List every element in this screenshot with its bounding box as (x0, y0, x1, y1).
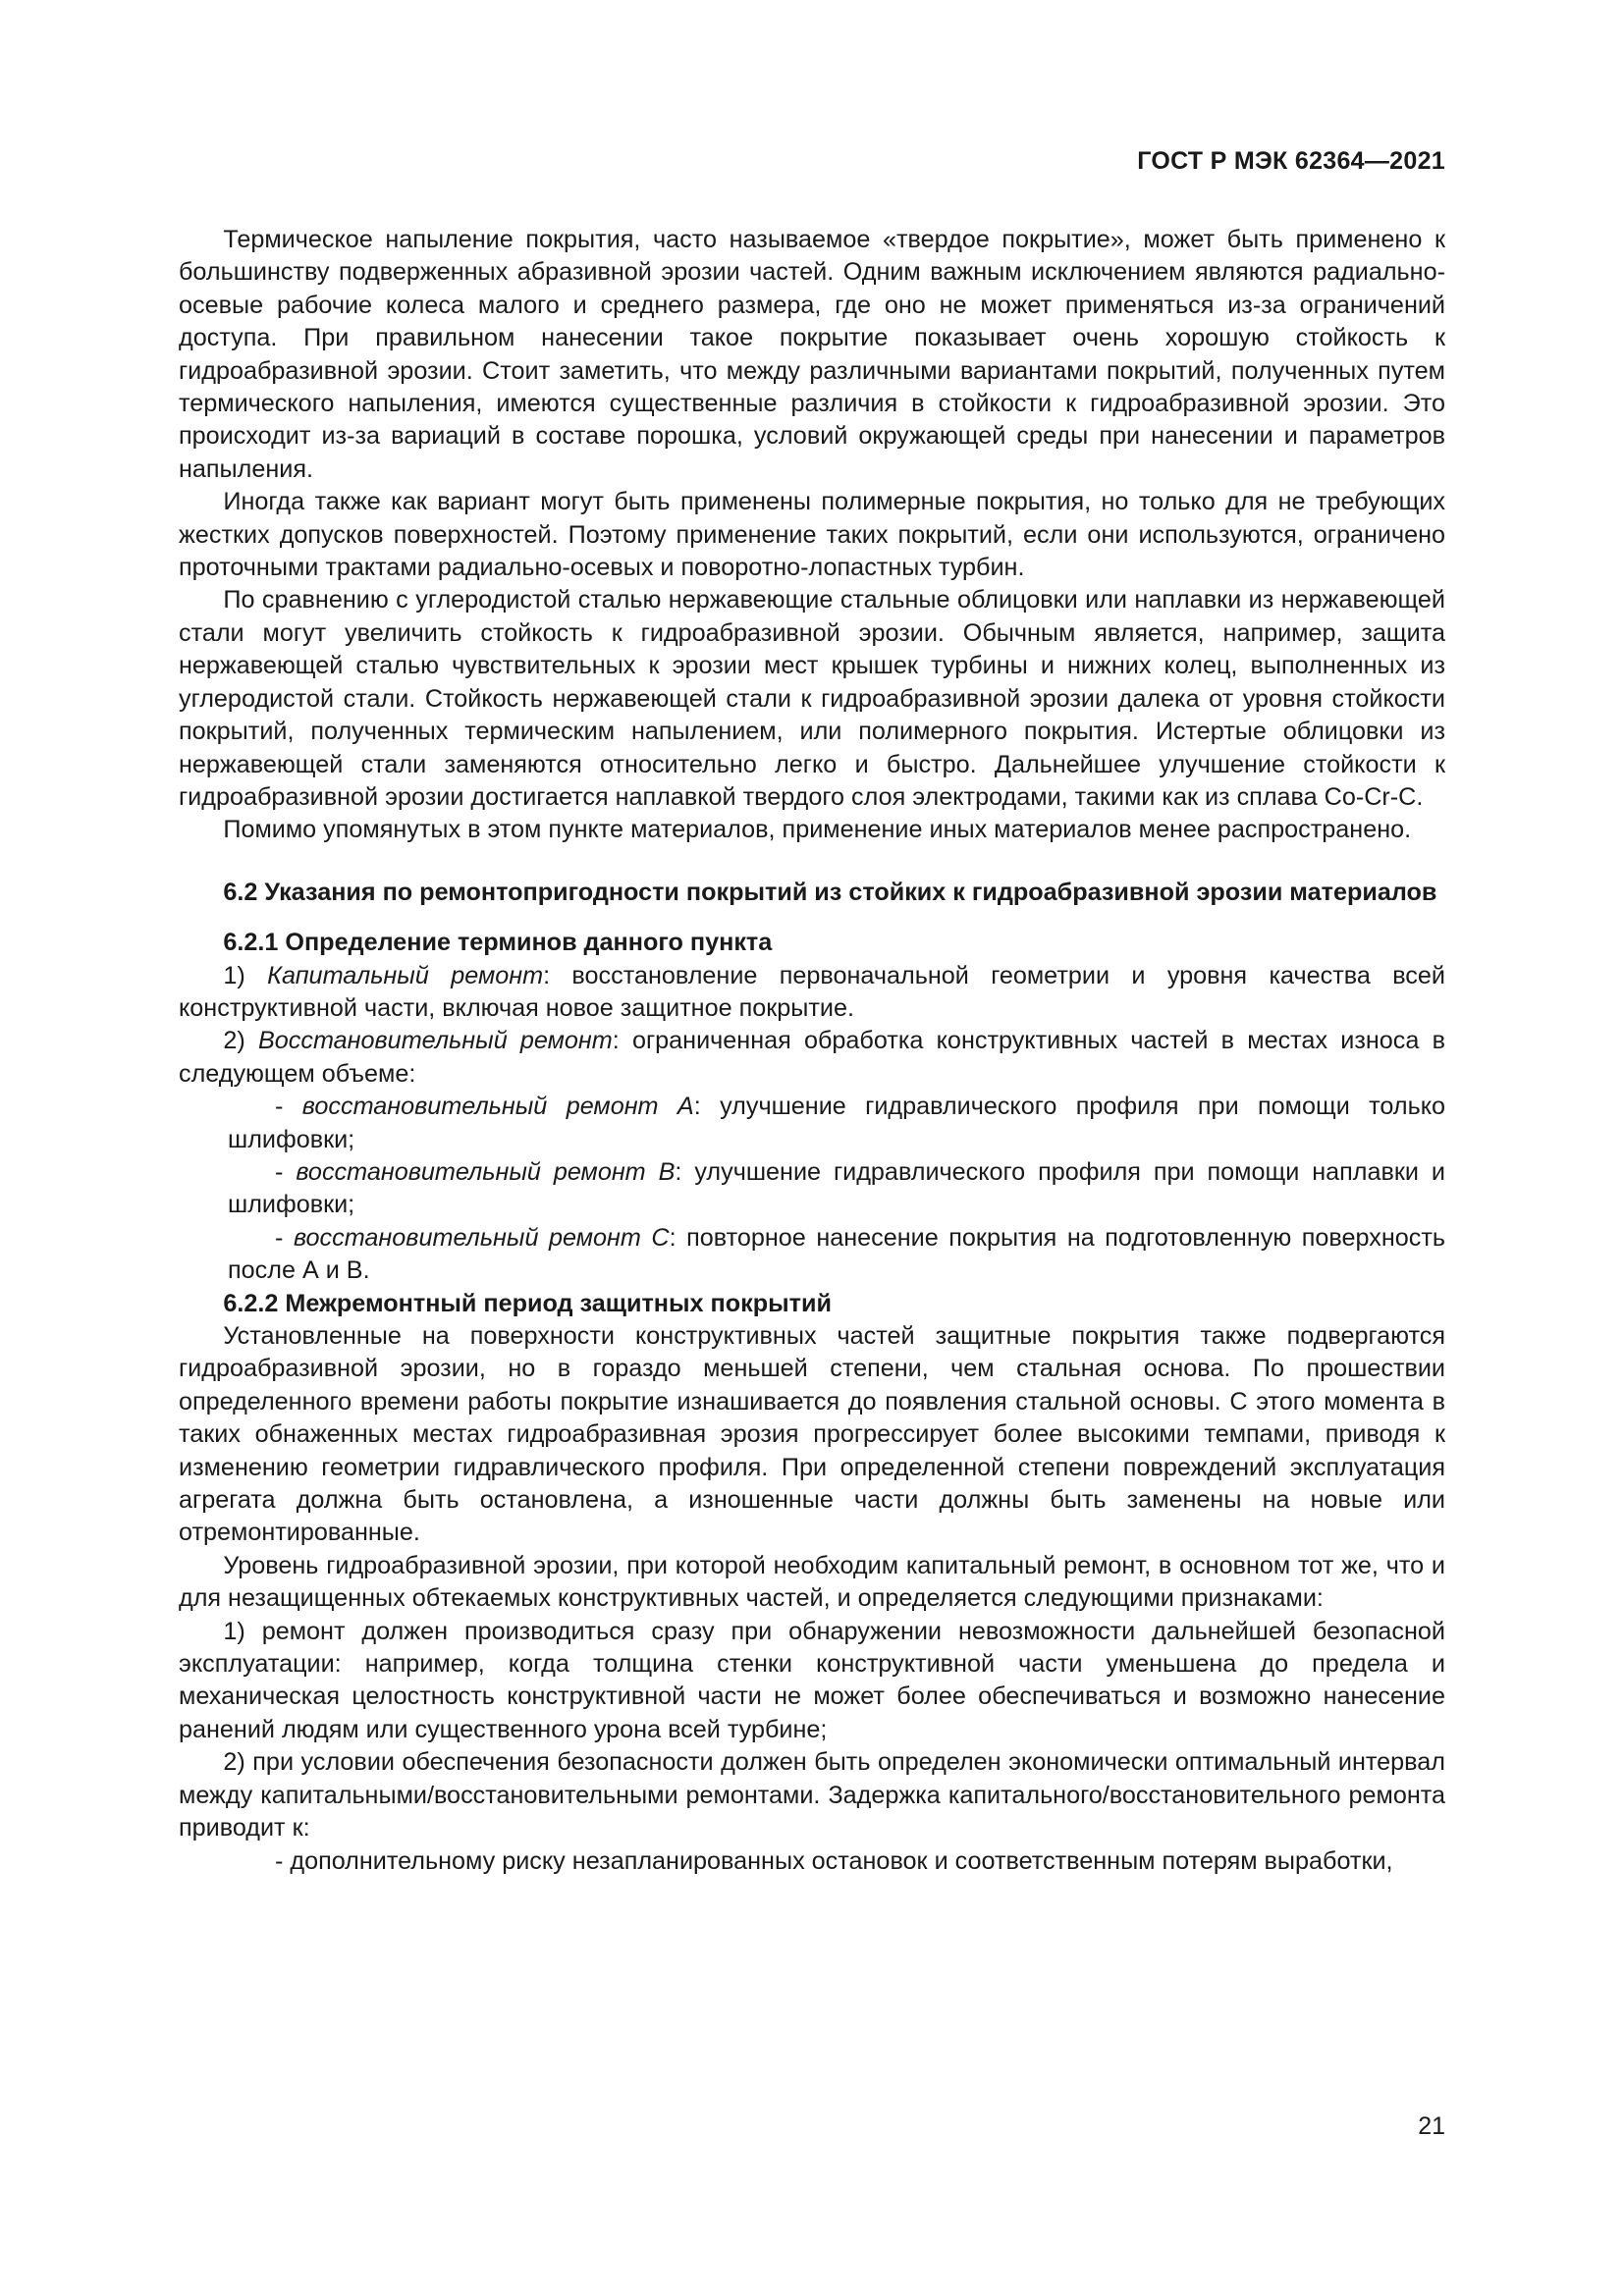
list-item: - дополнительному риску незапланированных остановок и соответственным потерям выработки, (275, 1846, 1393, 1875)
paragraph: Иногда также как вариант могут быть применены полимерные покрытия, но только для не требующих жестких допусков поверхностей. Поэтому применение таких покрытий, если они используются, ограничено проточными трактами радиально-осевых и поворотно-лопастных турбин. (179, 488, 1445, 582)
document-header: ГОСТ Р МЭК 62364—2021 (1137, 147, 1445, 175)
section-heading-6-2: 6.2 Указания по ремонтопригодности покрытий из стойких к гидроабразивной эрозии материалов (223, 878, 1437, 906)
document-body (179, 224, 1445, 1878)
paragraph: Термическое напыление покрытия, часто называемое «твердое покрытие», может быть применено к большинству подверженных абразивной эрозии частей. Одним важным исключением являются радиально-осевые рабочие колеса малого и среднего размера, где оно не может применяться из-за ограничений доступа. При правильном нанесении такое покрытие показывает очень хорошую стойкость к гидроабразивной эрозии. Стоит заметить, что между различными вариантами покрытий, полученных путем термического напыления, имеются существенные различия в стойкости к гидроабразивной эрозии. Это происходит из-за вариаций в составе порошка, условий окружающей среды при нанесении и параметров напыления. (179, 226, 1445, 483)
list-item: - восстановительный ремонт А: улучшение гидравлического профиля при помощи только шлифовки; (228, 1093, 1446, 1153)
definition-item: 1) Капитальный ремонт: восстановление первоначальной геометрии и уровня качества всей конструктивной части, включая новое защитное покрытие. (179, 961, 1445, 1022)
paragraph: 1) ремонт должен производиться сразу при обнаружении невозможности дальнейшей безопасной эксплуатации: например, когда толщина стенки конструктивной части уменьшена до предела и механическая целостность конструктивной части не может более обеспечиваться и возможно нанесение ранений людям или существенного урона всей турбине; (179, 1617, 1445, 1743)
paragraph: Помимо упомянутых в этом пункте материалов, применение иных материалов менее распространено. (223, 816, 1412, 844)
page-number: 21 (1418, 2112, 1445, 2140)
list-item: - восстановительный ремонт В: улучшение гидравлического профиля при помощи наплавки и шлифовки; (228, 1157, 1446, 1219)
section-heading-6-2-1: 6.2.1 Определение терминов данного пункта (223, 929, 773, 957)
paragraph: Установленные на поверхности конструктивных частей защитные покрытия также подвергаются гидроабразивной эрозии, но в гораздо меньшей степени, чем стальная основа. По прошествии определенного времени работы покрытие изнашивается до появления стальной основы. С этого момента в таких обнаженных местах гидроабразивная эрозия прогрессирует более высокими темпами, приводя к изменению геометрии гидравлического профиля. При определенной степени повреждений эксплуатация агрегата должна быть остановлена, а изношенные части должны быть заменены на новые или отремонтированные. (179, 1322, 1445, 1547)
paragraph: По сравнению с углеродистой сталью нержавеющие стальные облицовки или наплавки из нержавеющей стали могут увеличить стойкость к гидроабразивной эрозии. Обычным является, например, защита нержавеющей сталью чувствительных к эрозии мест крышек турбины и нижних колец, выполненных из углеродистой стали. Стойкость нержавеющей стали к гидроабразивной эрозии далека от уровня стойкости покрытий, полученных термическим напылением, или полимерного покрытия. Истертые облицовки из нержавеющей стали заменяются относительно легко и быстро. Дальнейшее улучшение стойкости к гидроабразивной эрозии достигается наплавкой твердого слоя электродами, такими как из сплава Co-Cr-C. (179, 586, 1445, 811)
list-item: - восстановительный ремонт С: повторное нанесение покрытия на подготовленную поверхность после А и В. (228, 1223, 1446, 1285)
paragraph: 2) при условии обеспечения безопасности должен быть определен экономически оптимальный интервал между капитальными/восстановительными ремонтами. Задержка капитального/восстановительного ремонта приводит к: (179, 1748, 1445, 1842)
paragraph: Уровень гидроабразивной эрозии, при которой необходим капитальный ремонт, в основном тот же, что и для незащищенных обтекаемых конструктивных частей, и определяется следующими признаками: (179, 1551, 1445, 1613)
section-heading-6-2-2: 6.2.2 Межремонтный период защитных покрытий (223, 1289, 832, 1317)
definition-item: 2) Восстановительный ремонт: ограниченная обработка конструктивных частей в местах износа в следующем объеме: (179, 1027, 1445, 1088)
